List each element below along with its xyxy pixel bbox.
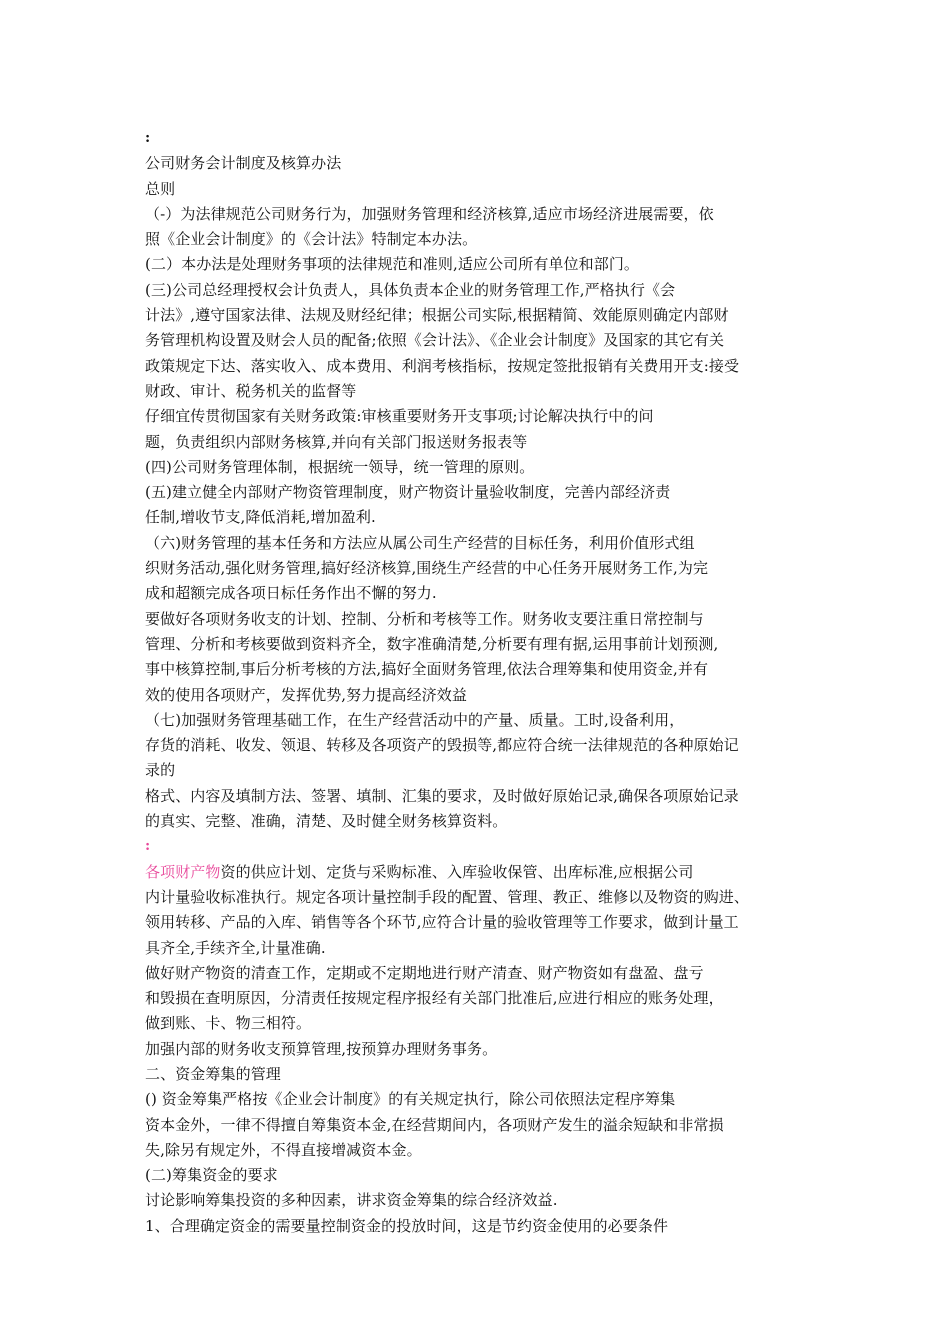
line-text: 领用转移、产品的入库、销售等各个环节,应符合计量的验收管理等工作要求，做到计量工 bbox=[145, 913, 739, 932]
line-text: 加强内部的财务收支预算管理,按预算办理财务事务。 bbox=[145, 1039, 498, 1058]
text-line bbox=[145, 430, 825, 455]
text-line bbox=[145, 632, 825, 657]
line-text: 资本金外，一律不得擅自筹集资本金,在经营期间内，各项财产发生的溢余短缺和非常损 bbox=[145, 1115, 724, 1134]
line-text: 政策规定下达、落实收入、成本费用、利润考核指标，按规定签批报销有关费用开支:接受 bbox=[145, 356, 740, 375]
line-text: 失,除另有规定外，不得直接增减资本金。 bbox=[145, 1140, 422, 1159]
text-line bbox=[145, 1011, 825, 1036]
text-line bbox=[145, 733, 825, 758]
text-line bbox=[145, 354, 825, 379]
text-line bbox=[145, 809, 825, 834]
text-line bbox=[145, 961, 825, 986]
text-line bbox=[145, 227, 825, 252]
text-line bbox=[145, 177, 825, 202]
line-text: 织财务活动,强化财务管理,搞好经济核算,围绕生产经营的中心任务开展财务工作,为完 bbox=[145, 559, 709, 578]
text-line bbox=[145, 784, 825, 809]
text-line bbox=[145, 885, 825, 910]
line-text: 和毁损在查明原因，分清责任按规定程序报经有关部门批准后,应进行相应的账务处理， bbox=[145, 989, 724, 1008]
document-body bbox=[145, 126, 825, 1239]
line-text: 讨论影响筹集投资的多种因素，讲求资金筹集的综合经济效益. bbox=[145, 1191, 558, 1210]
text-line bbox=[145, 936, 825, 961]
line-text: 的真实、完整、准确，清楚、及时健全财务核算资料。 bbox=[145, 812, 508, 831]
text-line bbox=[145, 860, 825, 885]
line-text: : bbox=[145, 130, 151, 146]
highlighted-text: 各项财产物 bbox=[145, 862, 221, 881]
line-text: 公司财务会计制度及核算办法 bbox=[145, 154, 342, 173]
line-text: 效的使用各项财产，发挥优势,努力提高经济效益 bbox=[145, 685, 467, 704]
line-text: (二）本办法是处理财务事项的法律规范和准则,适应公司所有单位和部门。 bbox=[145, 255, 640, 274]
line-text: 仔细宜传贯彻国家有关财务政策:审核重要财务开支事项;讨论解决执行中的问 bbox=[145, 407, 654, 426]
line-text: 任制,增收节支,降低消耗,增加盈利. bbox=[145, 508, 376, 527]
text-line bbox=[145, 404, 825, 429]
line-text: 具齐全,手续齐全,计量准确. bbox=[145, 938, 326, 957]
text-line bbox=[145, 758, 825, 783]
line-text: 题，负责组织内部财务核算,并向有关部门报送财务报表等 bbox=[145, 432, 528, 451]
line-text: (二)筹集资金的要求 bbox=[145, 1166, 278, 1185]
line-text: : bbox=[145, 838, 151, 855]
line-text: （七)加强财务管理基础工作，在生产经营活动中的产量、质量。工时,设备利用， bbox=[145, 710, 685, 729]
text-line bbox=[145, 834, 825, 859]
text-line bbox=[145, 683, 825, 708]
text-line bbox=[145, 1138, 825, 1163]
line-text: 做好财产物资的清查工作，定期或不定期地进行财产清查、财产物资如有盘盈、盘亏 bbox=[145, 963, 704, 982]
text-line bbox=[145, 657, 825, 682]
text-line bbox=[145, 1163, 825, 1188]
line-text: 录的 bbox=[145, 761, 176, 780]
text-line bbox=[145, 455, 825, 480]
text-line bbox=[145, 986, 825, 1011]
text-line bbox=[145, 607, 825, 632]
text-line bbox=[145, 252, 825, 277]
line-text: 照《企业会计制度》的《会计法》特制定本办法。 bbox=[145, 230, 478, 249]
line-text: （-）为法律规范公司财务行为，加强财务管理和经济核算,适应市场经济进展需要，依 bbox=[145, 204, 714, 223]
text-line bbox=[145, 1037, 825, 1062]
text-line bbox=[145, 1214, 825, 1239]
text-line bbox=[145, 910, 825, 935]
text-line bbox=[145, 151, 825, 176]
line-text: 成和超额完成各项日标任务作出不懈的努力. bbox=[145, 584, 437, 603]
line-text: (四)公司财务管理体制，根据统一领导，统一管理的原则。 bbox=[145, 457, 535, 476]
line-text: 计法》,遵守国家法律、法规及财经纪律；根据公司实际,根据精简、效能原则确定内部财 bbox=[145, 306, 729, 325]
line-text: 财政、审计、税务机关的监督等 bbox=[145, 381, 357, 400]
text-line bbox=[145, 328, 825, 353]
line-text: () 资金筹集严格按《企业会计制度》的有关规定执行，除公司依照法定程序筹集 bbox=[145, 1090, 676, 1109]
text-line bbox=[145, 1087, 825, 1112]
line-text: （六)财务管理的基本任务和方法应从属公司生产经营的目标任务，利用价值形式组 bbox=[145, 533, 695, 552]
text-line bbox=[145, 126, 825, 151]
line-text: 务管理机构设置及财会人员的配备;依照《会计法》、《企业会计制度》及国家的其它有关 bbox=[145, 331, 725, 350]
line-text: (五)建立健全内部财产物资管理制度，财产物资计量验收制度，完善内部经济责 bbox=[145, 483, 671, 502]
text-line bbox=[145, 303, 825, 328]
line-text: (三)公司总经理授权会计负责人，具体负责本企业的财务管理工作,严格执行《会 bbox=[145, 280, 676, 299]
text-line bbox=[145, 278, 825, 303]
line-text: 总则 bbox=[145, 179, 176, 198]
text-line bbox=[145, 505, 825, 530]
line-text: 1、合理确定资金的需要量控制资金的投放时间，这是节约资金使用的必要条件 bbox=[145, 1216, 669, 1235]
text-line bbox=[145, 1113, 825, 1138]
text-line bbox=[145, 1188, 825, 1213]
text-line bbox=[145, 379, 825, 404]
line-text: 做到账、卡、物三相符。 bbox=[145, 1014, 312, 1033]
text-line bbox=[145, 202, 825, 227]
line-text: 存货的消耗、收发、领退、转移及各项资产的毁损等,都应符合统一法律规范的各种原始记 bbox=[145, 736, 739, 755]
line-text: 内计量验收标准执行。规定各项计量控制手段的配置、管理、教正、维修以及物资的购进、 bbox=[145, 887, 750, 906]
line-text: 二、资金筹集的管理 bbox=[145, 1064, 281, 1083]
text-line bbox=[145, 1062, 825, 1087]
line-text: 管理、分析和考核要做到资料齐全，数字准确清楚,分析要有理有据,运用事前计划预测, bbox=[145, 634, 719, 653]
line-text: 格式、内容及填制方法、签署、填制、汇集的要求，及时做好原始记录,确保各项原始记录 bbox=[145, 786, 739, 805]
text-line bbox=[145, 531, 825, 556]
line-text: 资的供应计划、定货与采购标准、入库验收保管、出库标准,应根据公司 bbox=[220, 862, 694, 881]
text-line bbox=[145, 581, 825, 606]
line-text: 要做好各项财务收支的计划、控制、分析和考核等工作。财务收支要注重日常控制与 bbox=[145, 609, 704, 628]
line-text: 事中核算控制,事后分析考核的方法,搞好全面财务管理,依法合理筹集和使用资金,并有 bbox=[145, 660, 709, 679]
text-line bbox=[145, 480, 825, 505]
text-line bbox=[145, 708, 825, 733]
text-line bbox=[145, 556, 825, 581]
